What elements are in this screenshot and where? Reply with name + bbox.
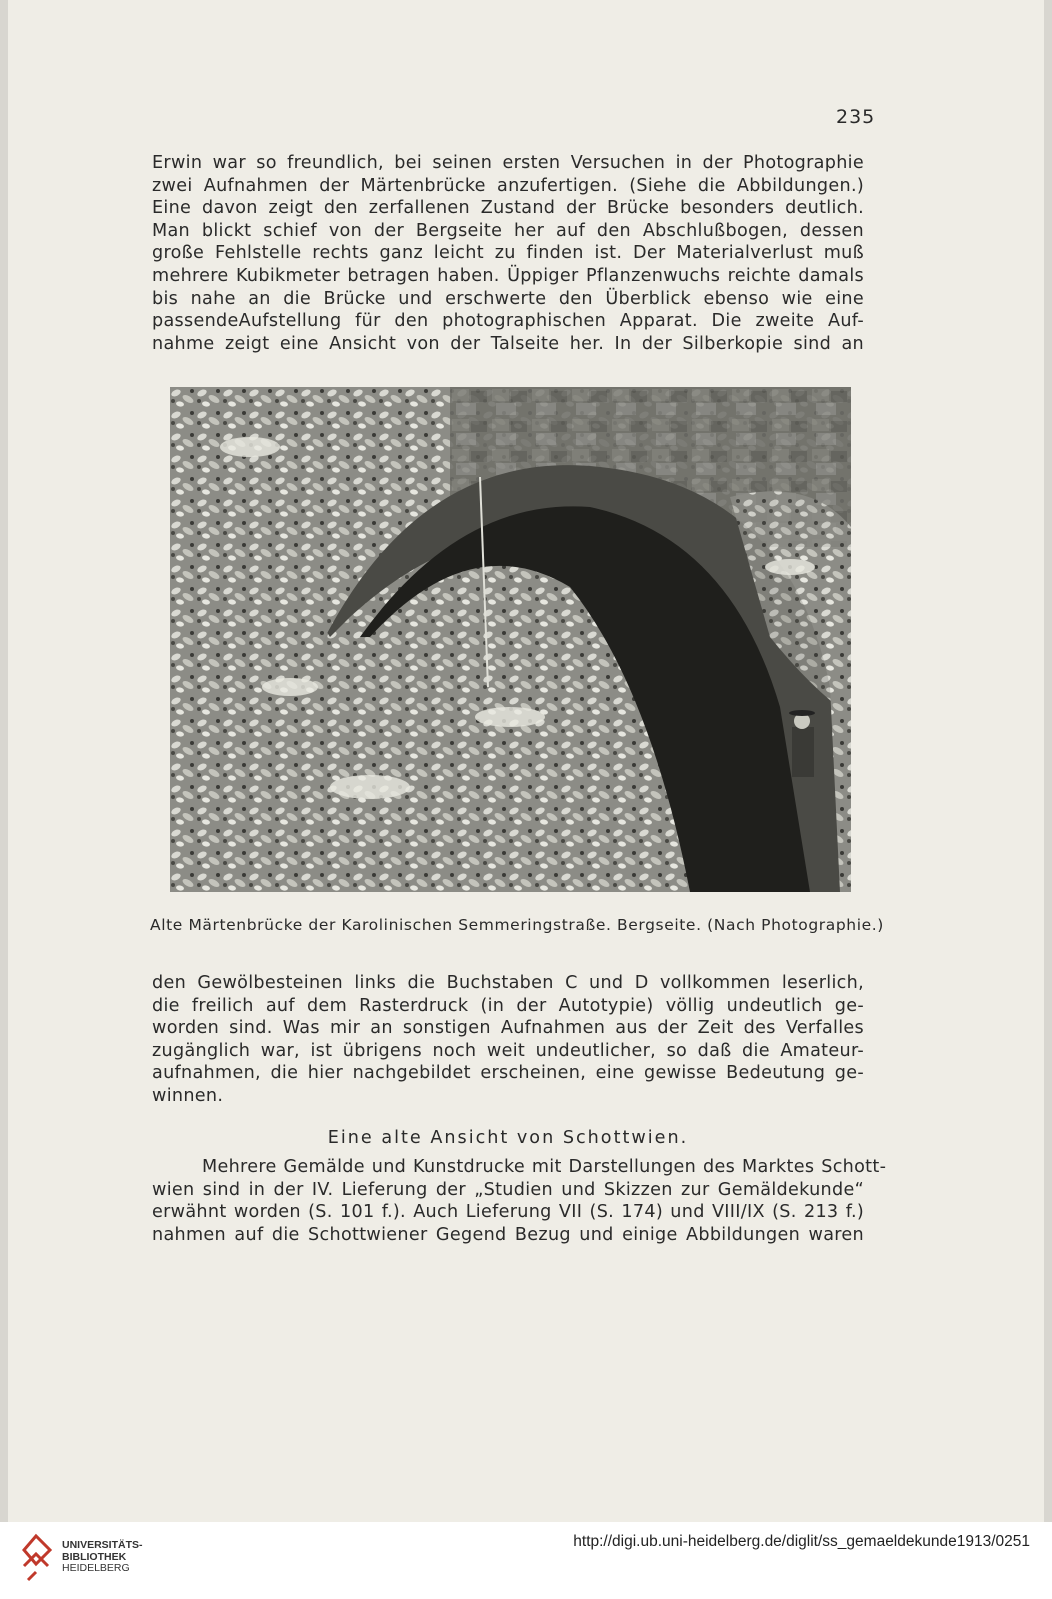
text-line: bis nahe an die Brücke und erschwerte den Überblick ebenso wie eine <box>152 288 864 309</box>
library-name[interactable] <box>62 1540 143 1575</box>
text-line: Mehrere Gemälde und Kunstdrucke mit Darstellungen des Marktes Schott- <box>202 1157 887 1177</box>
text-line: die freilich auf dem Rasterdruck (in der Autotypie) völlig undeutlich ge- <box>152 995 864 1016</box>
text-line: erwähnt worden (S. 101 f.). Auch Lieferung VII (S. 174) und VIII/IX (S. 213 f.) <box>152 1202 864 1223</box>
text-line: aufnahmen, die hier nachgebildet erscheinen, eine gewisse Bedeutung ge- <box>152 1063 864 1084</box>
text-line: Erwin war so freundlich, bei seinen ersten Versuchen in der Photographie <box>152 153 864 173</box>
text-line: worden sind. Was mir an sonstigen Aufnahmen aus der Zeit des Verfalles <box>152 1018 864 1039</box>
text-line: passendeAufstellung für den photographischen Apparat. Die zweite Auf- <box>152 311 864 332</box>
text-line: mehrere Kubikmeter betragen haben. Üppiger Pflanzenwuchs reichte damals <box>152 265 864 286</box>
library-line-3: HEIDELBERG <box>62 1562 130 1574</box>
text-line: Eine davon zeigt den zerfallenen Zustand der Brücke besonders deutlich. <box>152 198 864 219</box>
text-line: Man blickt schief von der Bergseite her auf den Abschlußbogen, dessen <box>152 220 864 241</box>
text-line: zugänglich war, ist übrigens noch weit undeutlicher, so daß die Amateur- <box>152 1040 864 1061</box>
text-line: nahme zeigt eine Ansicht von der Talseite her. In der Silberkopie sind an <box>152 333 864 354</box>
text-line: nahmen auf die Schottwiener Gegend Bezug und einige Abbildungen waren <box>152 1224 864 1245</box>
bridge-photograph <box>170 387 851 892</box>
source-url-link[interactable]: http://digi.ub.uni-heidelberg.de/diglit/ss_gemaeldekunde1913/0251 <box>573 1533 1030 1550</box>
paragraph-3 <box>152 1156 887 1246</box>
paragraph-1 <box>152 152 864 355</box>
section-heading: Eine alte Ansicht von Schottwien. <box>327 1128 689 1148</box>
page-number: 235 <box>836 106 876 128</box>
paragraph-2 <box>152 972 864 1108</box>
text-line: zwei Aufnahmen der Märtenbrücke anzufertigen. (Siehe die Abbildungen.) <box>152 175 864 196</box>
library-logo-icon[interactable] <box>20 1530 54 1590</box>
text-line: winnen. <box>152 1085 224 1106</box>
library-line-1: UNIVERSITÄTS- <box>62 1539 143 1551</box>
text-line: den Gewölbesteinen links die Buchstaben C und D vollkommen leserlich, <box>152 973 864 993</box>
text-line: große Fehlstelle rechts ganz leicht zu finden ist. Der Materialverlust muß <box>152 243 864 264</box>
library-line-2: BIBLIOTHEK <box>62 1550 127 1563</box>
figure-caption: Alte Märtenbrücke der Karolinischen Semmeringstraße. Bergseite. (Nach Photographie.) <box>150 916 884 934</box>
text-line: wien sind in der IV. Lieferung der „Studien und Skizzen zur Gemäldekunde“ <box>152 1179 864 1200</box>
